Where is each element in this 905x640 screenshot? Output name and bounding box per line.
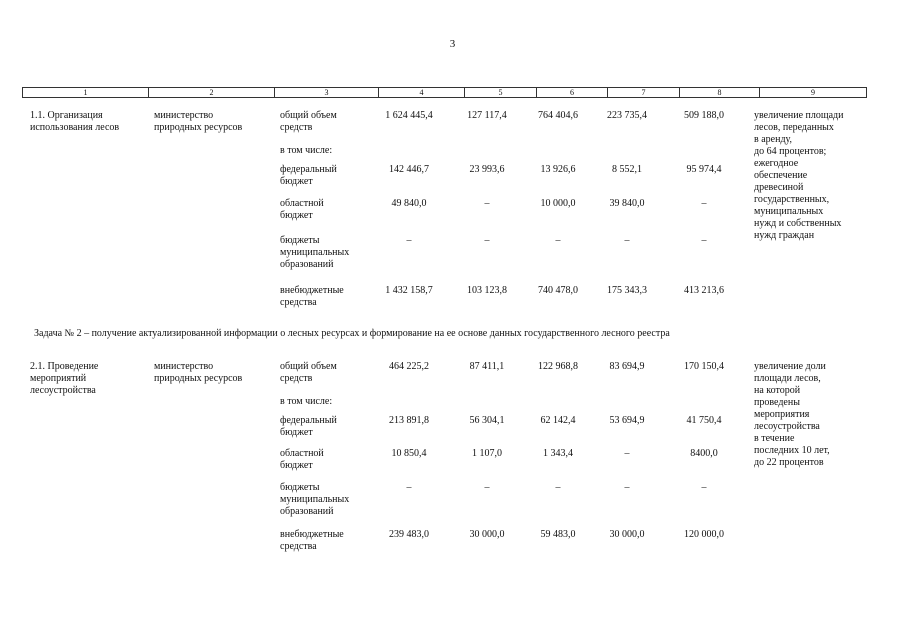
value-year-4: –: [701, 482, 707, 493]
value-year-1: 1 107,0: [472, 448, 502, 459]
value-year-1: –: [484, 235, 490, 246]
value-year-3: –: [624, 448, 630, 459]
measure-name: 2.1. Проведение мероприятий лесоустройства: [30, 361, 99, 396]
funding-source: общий объем средств: [280, 110, 337, 133]
value-year-2: 764 404,6: [538, 110, 578, 121]
value-total: 49 840,0: [391, 198, 427, 209]
value-year-3: 175 343,3: [607, 285, 647, 296]
value-total: 1 432 158,7: [385, 285, 433, 296]
value-year-2: 13 926,6: [540, 164, 576, 175]
value-year-1: 103 123,8: [467, 285, 507, 296]
value-year-2: –: [555, 482, 561, 493]
funding-source: в том числе:: [280, 145, 333, 156]
value-total: 1 624 445,4: [385, 110, 433, 121]
value-year-2: 740 478,0: [538, 285, 578, 296]
expected-result: увеличение площади лесов, переданных в аренду, до 64 процентов; ежегодное обеспечение древесиной государственных, муниципальных нужд и собственных нужд граждан: [754, 110, 844, 241]
funding-source: внебюджетные средства: [280, 529, 344, 552]
value-year-4: 8400,0: [690, 448, 718, 459]
value-total: 142 446,7: [389, 164, 429, 175]
value-year-3: –: [624, 482, 630, 493]
header-col-5: 5: [464, 88, 536, 97]
header-col-8: 8: [679, 88, 759, 97]
value-year-2: 1 343,4: [543, 448, 573, 459]
value-year-4: –: [701, 198, 707, 209]
value-year-1: 87 411,1: [469, 361, 505, 372]
value-year-1: –: [484, 198, 490, 209]
value-year-3: 53 694,9: [609, 415, 645, 426]
value-year-2: 10 000,0: [540, 198, 576, 209]
header-col-9: 9: [759, 88, 866, 97]
header-col-3: 3: [274, 88, 378, 97]
value-year-4: –: [701, 235, 707, 246]
funding-source: общий объем средств: [280, 361, 337, 384]
value-year-2: 59 483,0: [540, 529, 576, 540]
funding-source: бюджеты муниципальных образований: [280, 482, 350, 517]
header-col-4: 4: [378, 88, 464, 97]
value-year-4: 95 974,4: [686, 164, 722, 175]
value-year-2: 122 968,8: [538, 361, 578, 372]
funding-source: бюджеты муниципальных образований: [280, 235, 350, 270]
value-year-2: 62 142,4: [540, 415, 576, 426]
header-col-1: 1: [83, 88, 88, 97]
value-year-1: 23 993,6: [469, 164, 505, 175]
value-total: –: [406, 235, 412, 246]
page-number: 3: [449, 38, 456, 50]
value-year-1: 127 117,4: [467, 110, 507, 121]
value-year-1: –: [484, 482, 490, 493]
table-header: [22, 87, 867, 98]
value-year-2: –: [555, 235, 561, 246]
funding-source: внебюджетные средства: [280, 285, 344, 308]
expected-result: увеличение доли площади лесов, на которой проведены мероприятия лесоустройства в течение последних 10 лет, до 22 процентов: [754, 361, 830, 468]
value-year-3: 83 694,9: [609, 361, 645, 372]
value-year-4: 120 000,0: [684, 529, 724, 540]
value-year-1: 56 304,1: [469, 415, 505, 426]
funding-source: федеральный бюджет: [280, 164, 337, 187]
value-total: 10 850,4: [391, 448, 427, 459]
header-col-7: 7: [607, 88, 679, 97]
value-year-3: 8 552,1: [612, 164, 642, 175]
funding-source: областной бюджет: [280, 198, 324, 221]
executor-name: министерство природных ресурсов: [154, 110, 243, 133]
value-total: 239 483,0: [389, 529, 429, 540]
value-total: 213 891,8: [389, 415, 429, 426]
value-year-3: 39 840,0: [609, 198, 645, 209]
value-year-4: 41 750,4: [686, 415, 722, 426]
value-year-4: 413 213,6: [684, 285, 724, 296]
funding-source: федеральный бюджет: [280, 415, 337, 438]
value-total: –: [406, 482, 412, 493]
funding-source: областной бюджет: [280, 448, 324, 471]
value-year-3: 223 735,4: [607, 110, 647, 121]
value-year-3: –: [624, 235, 630, 246]
task-heading: Задача № 2 – получение актуализированной информации о лесных ресурсах и формирование на ее основе данных государственного лесного реестра: [34, 328, 670, 339]
value-year-1: 30 000,0: [469, 529, 505, 540]
value-year-4: 170 150,4: [684, 361, 724, 372]
value-year-4: 509 188,0: [684, 110, 724, 121]
header-col-6: 6: [536, 88, 607, 97]
measure-name: 1.1. Организация использования лесов: [30, 110, 120, 133]
value-total: 464 225,2: [389, 361, 429, 372]
value-year-3: 30 000,0: [609, 529, 645, 540]
funding-source: в том числе:: [280, 396, 333, 407]
executor-name: министерство природных ресурсов: [154, 361, 243, 384]
header-col-2: 2: [148, 88, 274, 97]
